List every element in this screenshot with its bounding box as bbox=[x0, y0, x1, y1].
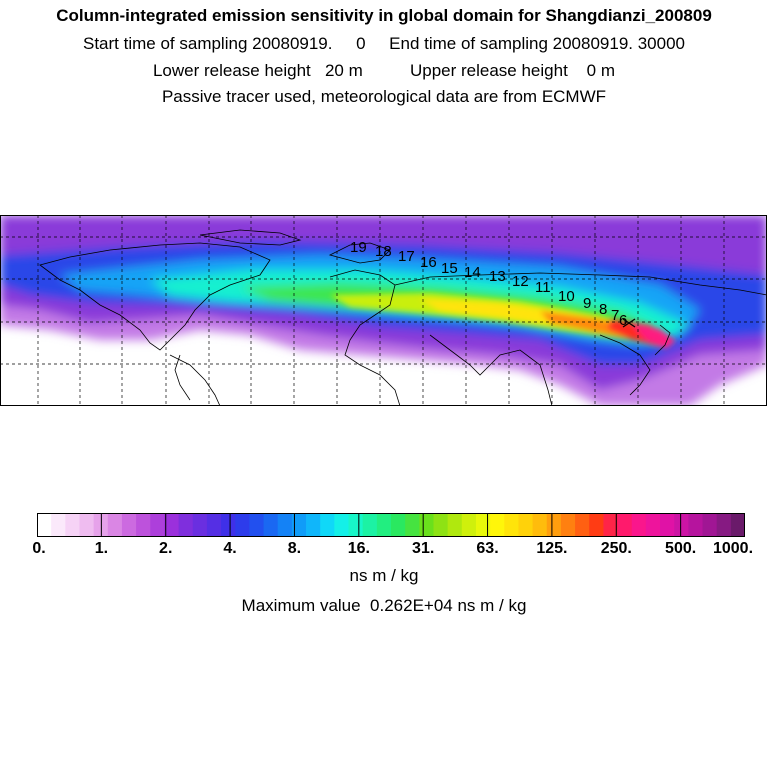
colorbar-cell bbox=[37, 513, 52, 537]
colorbar-tick-label: 2. bbox=[159, 540, 173, 557]
colorbar-cell bbox=[122, 513, 137, 537]
colorbar-tick-label: 4. bbox=[223, 540, 237, 557]
colorbar-cell bbox=[150, 513, 165, 537]
colorbar-cell bbox=[717, 513, 732, 537]
colorbar-cell bbox=[518, 513, 533, 537]
colorbar-cell bbox=[377, 513, 392, 537]
tracer-info-line: Passive tracer used, meteorological data are from ECMWF bbox=[161, 87, 607, 106]
colorbar-cell bbox=[674, 513, 689, 537]
colorbar-cell bbox=[164, 513, 179, 537]
colorbar-tick-label: 0. bbox=[32, 540, 46, 557]
colorbar-cell bbox=[504, 513, 519, 537]
trajectory-label: 11 bbox=[535, 279, 551, 296]
colorbar-tick-label: 31. bbox=[412, 540, 435, 557]
trajectory-label: 7 bbox=[611, 307, 620, 324]
colorbar-cell bbox=[79, 513, 94, 537]
colorbar-cell bbox=[476, 513, 491, 537]
colorbar-cell bbox=[589, 513, 604, 537]
colorbar-cell bbox=[547, 513, 562, 537]
trajectory-label: 14 bbox=[464, 264, 481, 281]
colorbar-cell bbox=[618, 513, 633, 537]
colorbar-cell bbox=[207, 513, 222, 537]
trajectory-label: 6 bbox=[619, 312, 628, 329]
colorbar-cell bbox=[703, 513, 718, 537]
colorbar-tick-label: 8. bbox=[287, 540, 302, 557]
colorbar bbox=[37, 513, 745, 537]
colorbar-cell bbox=[51, 513, 66, 537]
colorbar-tick-label: 63. bbox=[476, 540, 499, 557]
colorbar-cell bbox=[193, 513, 208, 537]
trajectory-label: 13 bbox=[489, 268, 506, 285]
colorbar-cell bbox=[136, 513, 151, 537]
colorbar-cell bbox=[660, 513, 675, 537]
sensitivity-map bbox=[0, 215, 767, 406]
colorbar-cell bbox=[235, 513, 250, 537]
colorbar-cell bbox=[363, 513, 378, 537]
colorbar-cell bbox=[249, 513, 264, 537]
colorbar-units: ns m / kg bbox=[349, 566, 419, 585]
colorbar-cell bbox=[65, 513, 80, 537]
colorbar-cell bbox=[306, 513, 321, 537]
colorbar-cell bbox=[688, 513, 703, 537]
trajectory-label: 12 bbox=[512, 273, 529, 290]
colorbar-cell bbox=[462, 513, 477, 537]
colorbar-cell bbox=[731, 513, 745, 537]
trajectory-label: 15 bbox=[441, 260, 458, 277]
colorbar-cell bbox=[448, 513, 463, 537]
colorbar-cell bbox=[632, 513, 647, 537]
trajectory-label: 17 bbox=[398, 248, 415, 265]
colorbar-cell bbox=[108, 513, 123, 537]
colorbar-cell bbox=[405, 513, 420, 537]
colorbar-cell bbox=[349, 513, 364, 537]
colorbar-tick-label: 1. bbox=[94, 540, 109, 557]
colorbar-cell bbox=[278, 513, 293, 537]
colorbar-cell bbox=[264, 513, 279, 537]
colorbar-tick-label: 1000. bbox=[712, 540, 754, 557]
colorbar-cell bbox=[561, 513, 576, 537]
colorbar-tick-label: 125. bbox=[536, 540, 568, 557]
trajectory-label: 8 bbox=[599, 301, 608, 318]
colorbar-cell bbox=[334, 513, 349, 537]
colorbar-cell bbox=[646, 513, 661, 537]
colorbar-tick-label: 500. bbox=[665, 540, 697, 557]
trajectory-label: 9 bbox=[583, 295, 592, 312]
colorbar-tick-label: 250. bbox=[600, 540, 632, 557]
trajectory-label: 19 bbox=[350, 239, 367, 256]
plot-title: Column-integrated emission sensitivity in global domain for Shangdianzi_200809 bbox=[56, 6, 712, 25]
colorbar-cell bbox=[575, 513, 590, 537]
colorbar-cell bbox=[320, 513, 335, 537]
colorbar-cell bbox=[391, 513, 406, 537]
colorbar-tick-label: 16. bbox=[347, 540, 370, 557]
release-height-line: Lower release height 20 m Upper release height 0 m bbox=[152, 61, 616, 80]
colorbar-cell bbox=[179, 513, 194, 537]
trajectory-label: 16 bbox=[420, 254, 437, 271]
trajectory-label: 10 bbox=[558, 288, 575, 305]
colorbar-cell bbox=[221, 513, 236, 537]
sampling-time-line: Start time of sampling 20080919. 0 End time of sampling 20080919. 30000 bbox=[83, 34, 685, 53]
trajectory-label: 18 bbox=[375, 243, 392, 260]
maximum-value-text: Maximum value 0.262E+04 ns m / kg bbox=[241, 596, 527, 615]
colorbar-cell bbox=[490, 513, 505, 537]
colorbar-cell bbox=[419, 513, 434, 537]
colorbar-cell bbox=[533, 513, 548, 537]
colorbar-cell bbox=[433, 513, 448, 537]
